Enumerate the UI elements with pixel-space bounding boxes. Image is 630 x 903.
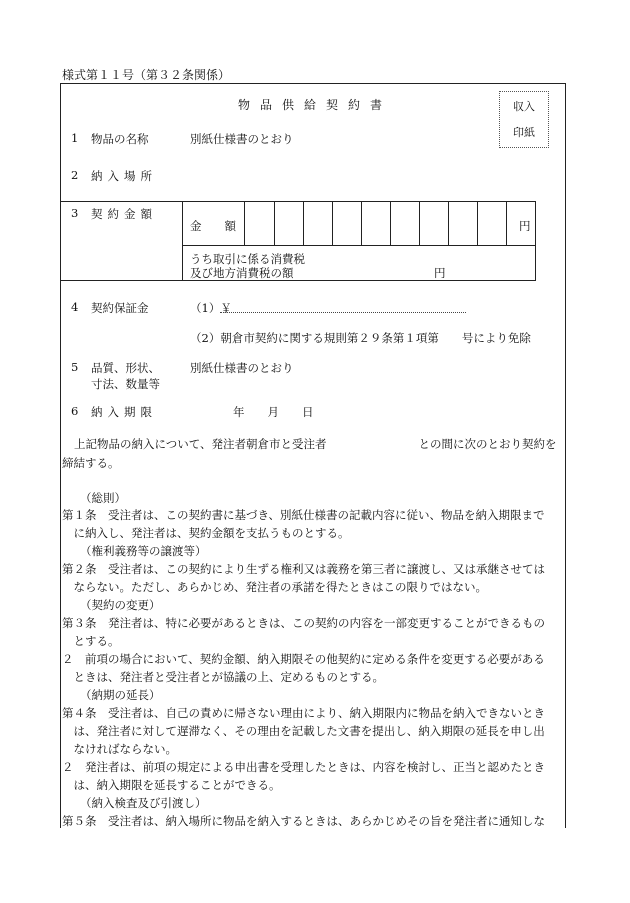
item-4-number: 4 (71, 300, 79, 314)
item-6-number: 6 (71, 404, 79, 418)
article-4-line-2: は、発注者に対して遅滞なく、その理由を記載した文書を提出し、納入期限の延長を申し出 (62, 724, 545, 738)
item-5-label-line-1: 品質、形状、 (91, 361, 160, 375)
article-4-line-5: は、納入期限を延長することができる。 (62, 778, 281, 792)
article-3-line-3: ２ 前項の場合において、契約金額、納入期限その他契約に定める条件を変更する必要がある (62, 652, 545, 666)
article-2-line-2: ならない。ただし、あらかじめ、発注者の承諾を得たときはこの限りではない。 (62, 580, 488, 594)
item-2-label: 納入場所 (91, 169, 157, 183)
item-6-date: 年 月 日 (233, 405, 314, 419)
article-1-line-2: に納入し、発注者は、契約金額を支払うものとする。 (62, 526, 350, 540)
article-2-heading: （権利義務等の譲渡等） (80, 544, 207, 558)
article-5-heading: （納入検査及び引渡し） (80, 796, 207, 810)
amount-yen-unit: 円 (519, 219, 531, 233)
article-2-line-1: 第２条 受注者は、この契約により生ずる権利又は義務を第三者に譲渡し、又は承継させては (62, 562, 545, 576)
item-5-label-line-2: 寸法、数量等 (91, 377, 160, 391)
item-1-label: 物品の名称 (91, 132, 149, 146)
article-4-line-1: 第４条 受注者は、自己の責めに帰さない理由により、納入期限内に物品を納入できないとき (62, 706, 545, 720)
article-1-line-1: 第１条 受注者は、この契約書に基づき、別紙仕様書の記載内容に従い、物品を納入期限まで (62, 508, 545, 522)
article-5-line-1: 第５条 受注者は、納入場所に物品を納入するときは、あらかじめその旨を発注者に通知しな (62, 814, 545, 828)
stamp-label-1: 収入 (513, 99, 535, 113)
tax-label-line-2: 及び地方消費税の額 (190, 266, 294, 280)
article-4-line-3: なければならない。 (62, 742, 177, 756)
tax-yen-unit: 円 (434, 266, 446, 280)
deposit-option-2: （2）朝倉市契約に関する規則第２９条第１項第 号により免除 (190, 331, 531, 345)
form-number-label: 様式第１１号（第３２条関係） (62, 68, 231, 82)
intro-line-2: 締結する。 (62, 456, 120, 470)
revenue-stamp-box (499, 91, 549, 148)
tax-label-line-1: うち取引に係る消費税 (190, 252, 305, 266)
item-2-number: 2 (71, 168, 79, 182)
deposit-option-1: （1）￥ (190, 301, 232, 315)
article-1-heading: （総則） (80, 491, 126, 505)
document-title: 物品供給契約書 (237, 98, 392, 112)
article-4-heading: （納期の延長） (80, 688, 161, 702)
article-3-line-1: 第３条 発注者は、特に必要があるときは、この契約の内容を一部変更することができるもの (62, 616, 545, 630)
item-5-number: 5 (71, 360, 79, 374)
item-3-label: 契約金額 (91, 207, 157, 221)
article-3-heading: （契約の変更） (80, 598, 161, 612)
item-5-value: 別紙仕様書のとおり (190, 361, 294, 375)
article-3-line-4: ときは、発注者と受注者とが協議の上、定めるものとする。 (62, 670, 384, 684)
deposit-amount-line (220, 312, 466, 313)
amount-label: 金 額 (190, 219, 236, 233)
item-1-value: 別紙仕様書のとおり (190, 132, 294, 146)
item-4-label: 契約保証金 (91, 301, 149, 315)
item-1-number: 1 (71, 131, 79, 145)
stamp-label-2: 印紙 (513, 125, 535, 139)
item-3-number: 3 (71, 206, 79, 220)
article-3-line-2: とする。 (62, 634, 120, 648)
item-6-label: 納入期限 (91, 405, 157, 419)
intro-line-1: 上記物品の納入について、発注者朝倉市と受注者 との間に次のとおり契約を (74, 437, 557, 451)
article-4-line-4: ２ 発注者は、前項の規定による申出書を受理したときは、内容を検討し、正当と認めたとき (62, 760, 545, 774)
